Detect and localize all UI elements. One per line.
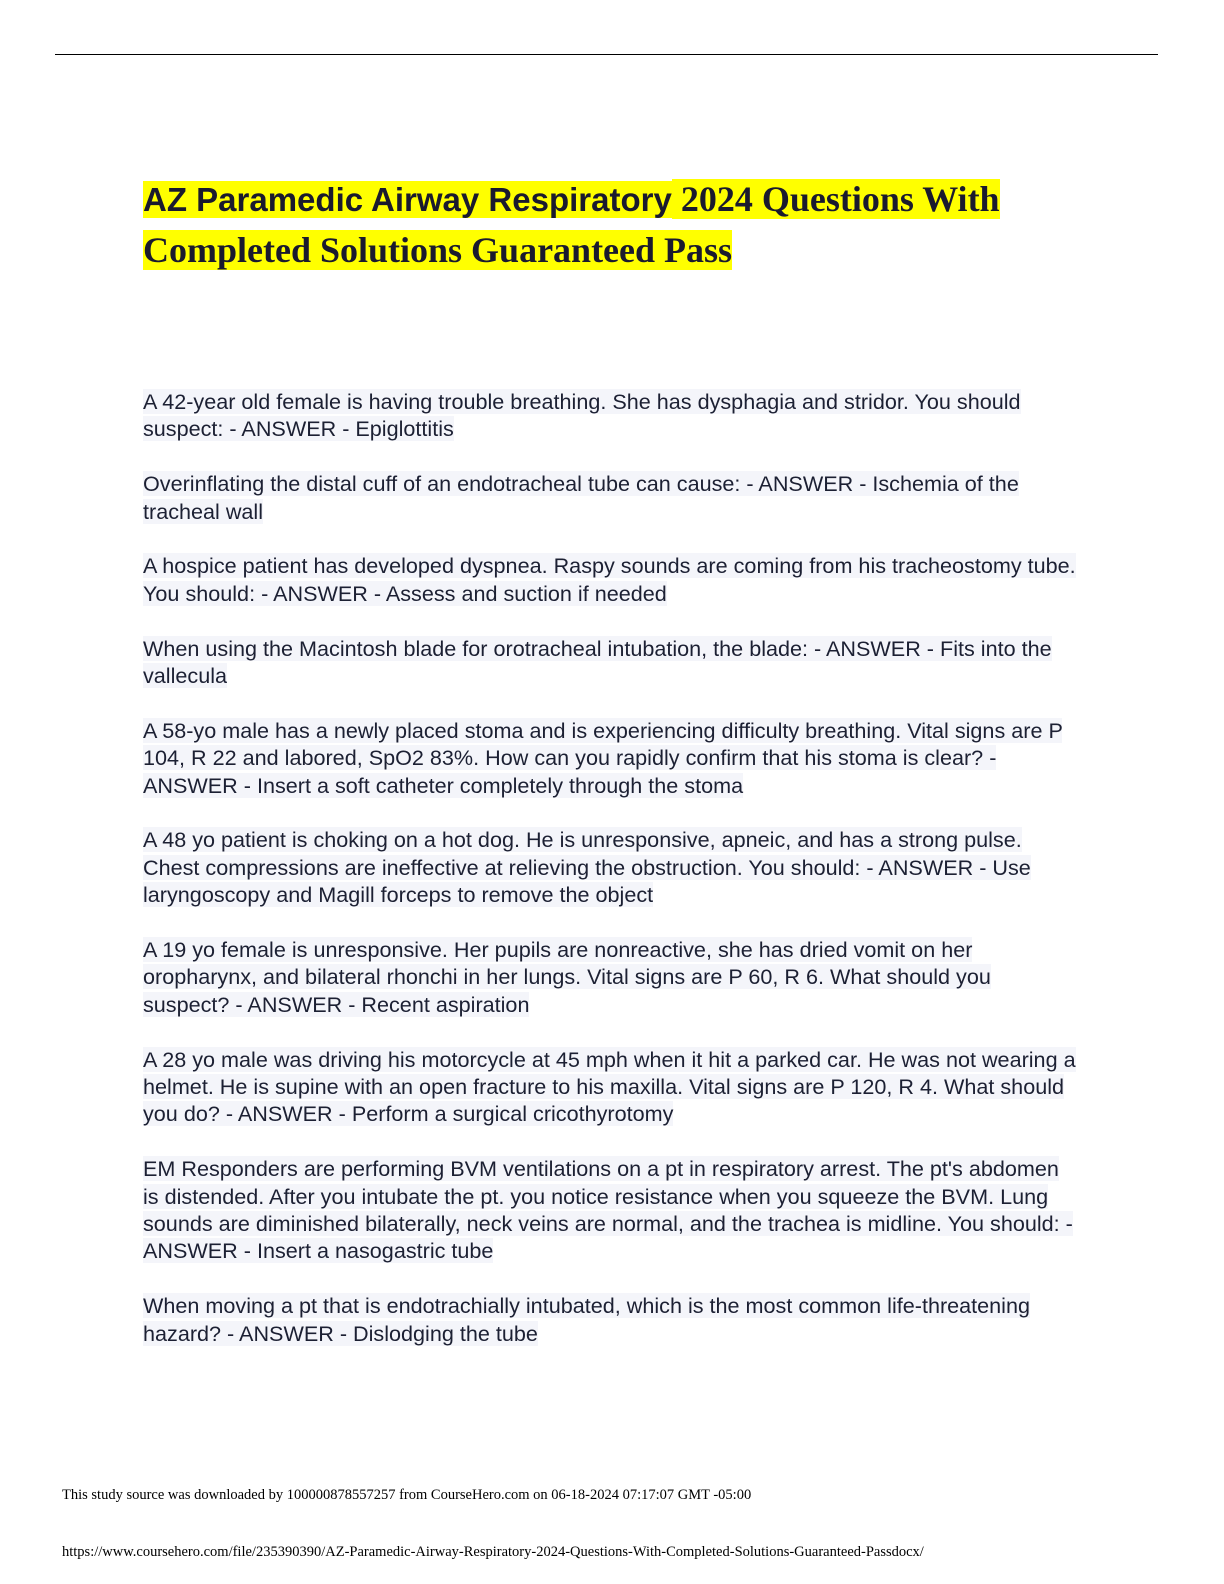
answer-text: Assess and suction if needed — [385, 580, 667, 606]
qa-list — [143, 388, 1078, 1374]
answer-text: Dislodging the tube — [353, 1320, 538, 1346]
answer-text: Fits into the vallecula — [143, 635, 1052, 689]
question-text: Overinflating the distal cuff of an endotracheal tube can cause: — [143, 471, 741, 497]
title-part-1: AZ Paramedic Airway Respiratory — [143, 181, 672, 218]
qa-item — [143, 1155, 1078, 1265]
question-text: When moving a pt that is endotrachially intubated, which is the most common life-threatening hazard? — [143, 1293, 1030, 1346]
question-text: A 42-year old female is having trouble breathing. She has dysphagia and stridor. You should suspect: — [143, 389, 1021, 442]
answer-separator: - ANSWER - — [860, 854, 993, 880]
answer-text: Use laryngoscopy and Magill forceps to remove the object — [143, 854, 1031, 908]
title-part-2: 2024 Questions With Completed Solutions Guaranteed Pass — [143, 179, 1000, 270]
answer-text: Insert a soft catheter completely through the stoma — [256, 772, 744, 798]
answer-text: Ischemia of the tracheal wall — [143, 471, 1019, 524]
answer-text: Epiglottitis — [355, 416, 454, 442]
qa-item — [143, 635, 1078, 690]
answer-text: Recent aspiration — [361, 991, 530, 1017]
source-url: https://www.coursehero.com/file/235390390/AZ-Paramedic-Airway-Respiratory-2024-Questions-With-Completed-Solutions-Guaranteed-Passdocx/ — [62, 1544, 924, 1560]
qa-item — [143, 936, 1078, 1018]
question-text: A 58-yo male has a newly placed stoma and is experiencing difficulty breathing. Vital signs are P 104, R 22 and labored, SpO2 83%. How can you rapidly confirm that his stoma is clear? — [143, 717, 1063, 771]
document-title — [143, 174, 1043, 276]
answer-separator: - ANSWER - — [143, 1211, 1073, 1264]
qa-item — [143, 826, 1078, 908]
question-text: When using the Macintosh blade for orotracheal intubation, the blade: — [143, 635, 809, 661]
download-source-notice: This study source was downloaded by 100000878557257 from CourseHero.com on 06-18-2024 07:17:07 GMT -05:00 — [62, 1487, 752, 1503]
question-text: A 28 yo male was driving his motorcycle at 45 mph when it hit a parked car. He was not wearing a helmet. He is supine with an open fracture to his maxilla. Vital signs are P 120, R 4. What should you do? — [143, 1046, 1076, 1127]
qa-item — [143, 717, 1078, 799]
question-text: A 19 yo female is unresponsive. Her pupils are nonreactive, she has dried vomit on her oropharynx, and bilateral rhonchi in her lungs. Vital signs are P 60, R 6. What should you suspect? — [143, 937, 991, 1017]
answer-text: Perform a surgical cricothyrotomy — [351, 1101, 674, 1127]
answer-separator: - ANSWER - — [219, 1101, 352, 1127]
question-text: EM Responders are performing BVM ventilations on a pt in respiratory arrest. The pt's abdomen is distended. After you intubate the pt. you notice resistance when you squeeze the BVM. Lung sounds are diminished bilaterally, neck veins are normal, and the trachea is midline. You should: — [143, 1156, 1060, 1237]
question-text: A hospice patient has developed dyspnea. Raspy sounds are coming from his tracheostomy tube. You should: — [143, 553, 1076, 606]
qa-item — [143, 552, 1078, 607]
header-rule — [55, 54, 1158, 55]
answer-separator: - ANSWER - — [221, 1320, 354, 1346]
answer-separator: - ANSWER - — [229, 991, 362, 1017]
answer-text: Insert a nasogastric tube — [256, 1238, 494, 1264]
qa-item — [143, 1046, 1078, 1128]
qa-item — [143, 470, 1078, 525]
qa-item — [143, 1292, 1078, 1347]
question-text: A 48 yo patient is choking on a hot dog. He is unresponsive, apneic, and has a strong pulse. Chest compressions are ineffective at relieving the obstruction. You should: — [143, 827, 1022, 880]
answer-separator: - ANSWER - — [255, 580, 386, 606]
answer-separator: - ANSWER - — [223, 416, 356, 442]
answer-separator: - ANSWER - — [143, 745, 997, 798]
answer-separator: - ANSWER - — [808, 635, 940, 661]
answer-separator: - ANSWER - — [740, 471, 873, 497]
qa-item — [143, 388, 1078, 443]
